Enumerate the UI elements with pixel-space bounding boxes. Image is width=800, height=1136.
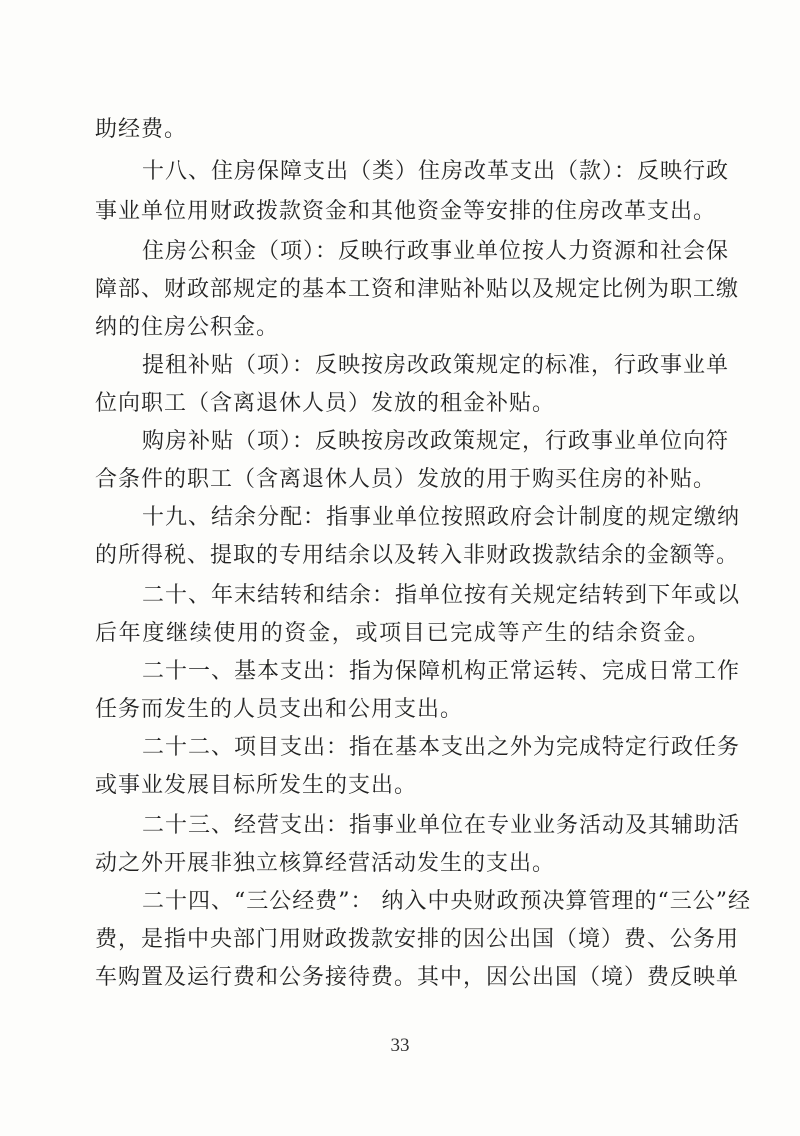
text-line: 助经费。 <box>95 117 188 142</box>
text-line: 纳的住房公积金。 <box>95 315 280 340</box>
text-line: 二十三、经营支出：指事业单位在专业业务活动及其辅助活 <box>142 813 741 838</box>
text-line: 提租补贴（项）：反映按房改政策规定的标准，行政事业单 <box>142 353 730 378</box>
text-line: 购房补贴（项）：反映按房改政策规定，行政事业单位向符 <box>142 429 730 454</box>
text-line: 位向职工（含离退休人员）发放的租金补贴。 <box>95 391 556 416</box>
text-line: 二十四、“三公经费”： 纳入中央财政预决算管理的“三公”经 <box>142 889 751 914</box>
text-line: 的所得税、提取的专用结余以及转入非财政拨款结余的金额等。 <box>95 543 740 568</box>
text-line: 障部、财政部规定的基本工资和津贴补贴以及规定比例为职工缴 <box>95 277 740 302</box>
text-line: 车购置及运行费和公务接待费。其中，因公出国（境）费反映单 <box>95 965 740 990</box>
text-line: 二十、年末结转和结余：指单位按有关规定结转到下年或以 <box>142 583 741 608</box>
text-line: 事业单位用财政拨款资金和其他资金等安排的住房改革支出。 <box>95 199 717 224</box>
text-line: 费，是指中央部门用财政拨款安排的因公出国（境）费、公务用 <box>95 927 740 952</box>
text-line: 住房公积金（项）：反映行政事业单位按人力资源和社会保 <box>142 239 730 264</box>
text-line: 或事业发展目标所发生的支出。 <box>95 773 418 798</box>
text-line: 动之外开展非独立核算经营活动发生的支出。 <box>95 851 556 876</box>
text-line: 二十一、基本支出：指为保障机构正常运转、完成日常工作 <box>142 659 741 684</box>
text-line: 合条件的职工（含离退休人员）发放的用于购买住房的补贴。 <box>95 467 717 492</box>
text-line: 十九、结余分配：指事业单位按照政府会计制度的规定缴纳 <box>142 505 741 530</box>
text-line: 二十二、项目支出：指在基本支出之外为完成特定行政任务 <box>142 735 741 760</box>
page-number: 33 <box>390 1035 410 1056</box>
text-line: 后年度继续使用的资金，或项目已完成等产生的结余资金。 <box>95 621 710 646</box>
text-line: 十八、住房保障支出（类）住房改革支出（款）：反映行政 <box>142 159 730 184</box>
text-line: 任务而发生的人员支出和公用支出。 <box>95 697 464 722</box>
